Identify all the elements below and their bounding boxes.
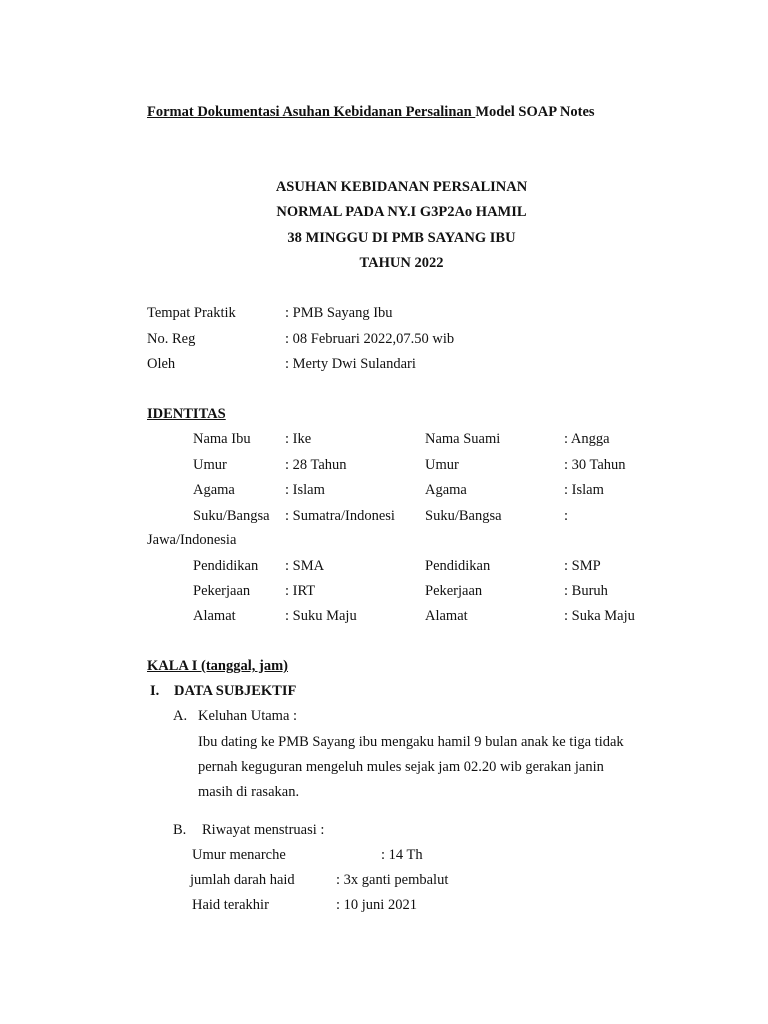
subsection-title: Keluhan Utama : bbox=[198, 708, 298, 724]
identitas-label-suami: Agama bbox=[425, 482, 467, 498]
info-label: Tempat Praktik bbox=[147, 305, 236, 321]
identitas-label-ibu: Suku/Bangsa bbox=[193, 508, 270, 524]
identitas-heading: IDENTITAS bbox=[147, 406, 226, 422]
identitas-row bbox=[0, 507, 768, 525]
identitas-wrap-text: Jawa/Indonesia bbox=[147, 532, 237, 548]
identitas-label-suami: Nama Suami bbox=[425, 431, 501, 447]
info-label: Oleh bbox=[147, 356, 176, 372]
identitas-value-ibu: : SMA bbox=[285, 558, 325, 574]
identitas-value-suami: : bbox=[564, 508, 569, 524]
title-line-1: ASUHAN KEBIDANAN PERSALINAN bbox=[275, 179, 528, 195]
identitas-row bbox=[0, 456, 768, 474]
info-value: : 08 Februari 2022,07.50 wib bbox=[285, 331, 455, 347]
identitas-row bbox=[0, 607, 768, 625]
menstruasi-label: jumlah darah haid bbox=[190, 872, 295, 888]
keluhan-line-3: masih di rasakan. bbox=[198, 784, 300, 800]
section-data-subjektif bbox=[0, 682, 768, 700]
identitas-value-ibu: : Islam bbox=[285, 482, 325, 498]
title-line-2: NORMAL PADA NY.I G3P2Ao HAMIL bbox=[276, 204, 527, 220]
identitas-value-suami: : Angga bbox=[564, 431, 610, 447]
keluhan-line-2: pernah keguguran mengeluh mules sejak jam 02.20 wib gerakan janin bbox=[198, 759, 604, 775]
identitas-label-ibu: Umur bbox=[193, 457, 227, 473]
kala-heading: KALA I (tanggal, jam) bbox=[147, 658, 288, 674]
identitas-label-suami: Suku/Bangsa bbox=[425, 508, 502, 524]
menstruasi-label: Haid terakhir bbox=[192, 897, 269, 913]
identitas-label-suami: Alamat bbox=[425, 608, 468, 624]
identitas-value-suami: : Islam bbox=[564, 482, 604, 498]
identitas-value-ibu: : Sumatra/Indonesi bbox=[285, 508, 395, 524]
identitas-value-suami: : 30 Tahun bbox=[564, 457, 626, 473]
identitas-value-ibu: : Ike bbox=[285, 431, 312, 447]
keluhan-line-1: Ibu dating ke PMB Sayang ibu mengaku hamil 9 bulan anak ke tiga tidak bbox=[198, 734, 624, 750]
section-number: I. bbox=[150, 683, 160, 699]
info-value: : PMB Sayang Ibu bbox=[285, 305, 393, 321]
identitas-label-ibu: Alamat bbox=[193, 608, 236, 624]
menstruasi-row bbox=[0, 871, 768, 889]
subsection-keluhan bbox=[0, 707, 768, 725]
subsection-menstruasi bbox=[0, 821, 768, 839]
identitas-row bbox=[0, 430, 768, 448]
identitas-value-ibu: : Suku Maju bbox=[285, 608, 357, 624]
identitas-label-ibu: Pendidikan bbox=[193, 558, 259, 574]
identitas-value-ibu: : IRT bbox=[285, 583, 316, 599]
info-label: No. Reg bbox=[147, 331, 196, 347]
info-value: : Merty Dwi Sulandari bbox=[285, 356, 416, 372]
info-row-oleh bbox=[0, 355, 768, 373]
identitas-label-suami: Umur bbox=[425, 457, 459, 473]
header-underlined-text: Format Dokumentasi Asuhan Kebidanan Persalinan bbox=[147, 104, 476, 120]
subsection-title: Riwayat menstruasi : bbox=[202, 822, 325, 838]
subsection-label: A. bbox=[173, 708, 188, 724]
title-line-3: 38 MINGGU DI PMB SAYANG IBU bbox=[287, 230, 516, 246]
subsection-label: B. bbox=[173, 822, 187, 838]
identitas-value-suami: : SMP bbox=[564, 558, 601, 574]
title-line-4: TAHUN 2022 bbox=[359, 255, 444, 271]
identitas-label-suami: Pekerjaan bbox=[425, 583, 483, 599]
menstruasi-row bbox=[0, 896, 768, 914]
identitas-value-suami: : Suka Maju bbox=[564, 608, 635, 624]
identitas-label-ibu: Pekerjaan bbox=[193, 583, 251, 599]
section-title: DATA SUBJEKTIF bbox=[174, 683, 297, 699]
identitas-label-ibu: Nama Ibu bbox=[193, 431, 251, 447]
identitas-row bbox=[0, 557, 768, 575]
menstruasi-row bbox=[0, 846, 768, 864]
identitas-value-ibu: : 28 Tahun bbox=[285, 457, 347, 473]
header-rest-text: Model SOAP Notes bbox=[475, 104, 595, 120]
menstruasi-value: : 10 juni 2021 bbox=[336, 897, 417, 913]
info-row-noreg bbox=[0, 330, 768, 348]
identitas-label-suami: Pendidikan bbox=[425, 558, 491, 574]
menstruasi-value: : 14 Th bbox=[381, 847, 423, 863]
identitas-label-ibu: Agama bbox=[193, 482, 235, 498]
menstruasi-value: : 3x ganti pembalut bbox=[336, 872, 449, 888]
document-header bbox=[147, 103, 595, 121]
menstruasi-label: Umur menarche bbox=[192, 847, 286, 863]
identitas-row bbox=[0, 481, 768, 499]
identitas-value-suami: : Buruh bbox=[564, 583, 608, 599]
info-row-tempat bbox=[0, 304, 768, 322]
identitas-row bbox=[0, 582, 768, 600]
